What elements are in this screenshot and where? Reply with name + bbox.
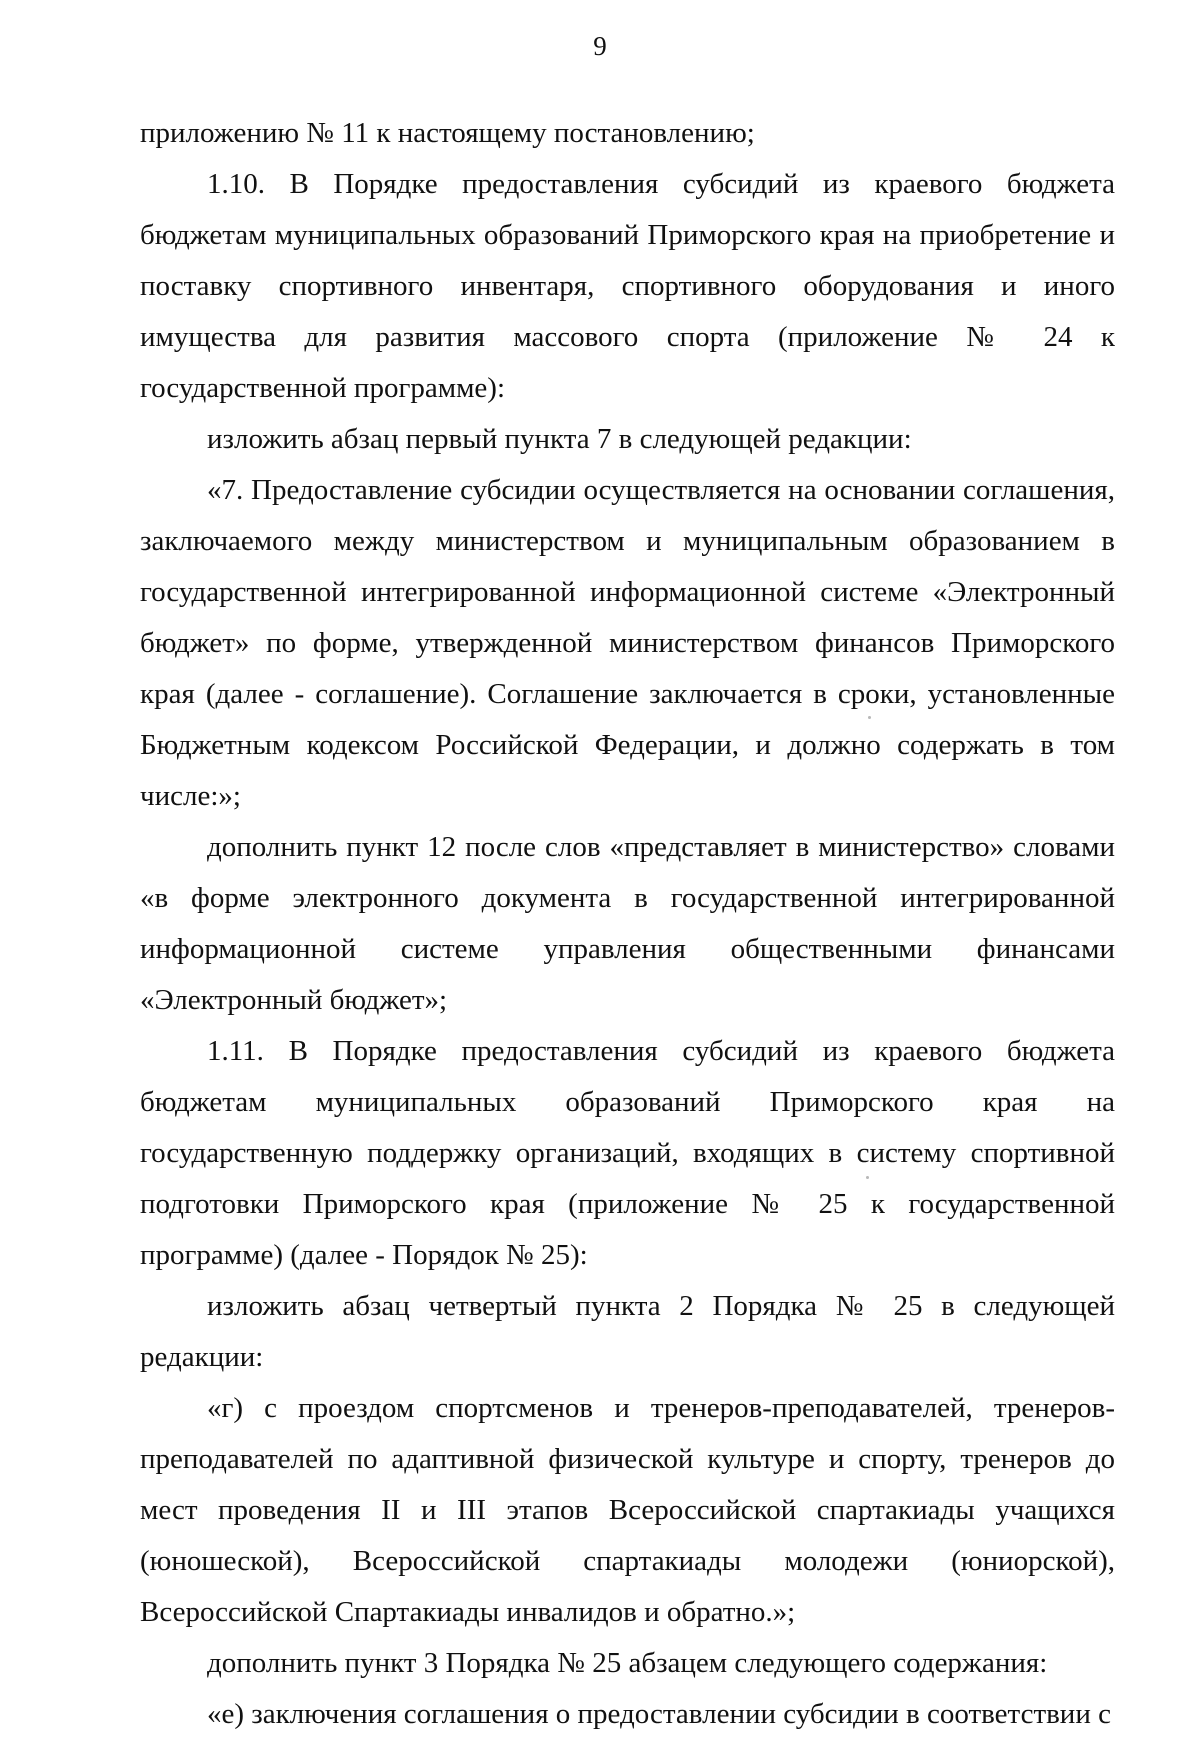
document-body: [140, 108, 1115, 1740]
paragraph-4: «7. Предоставление субсидии осуществляется на основании соглашения, заключаемого между министерством и муниципальным образованием в государственной интегрированной информационной системе «Электронный бюджет» по форме, утвержденной министерством финансов Приморского края (далее - соглашение). Соглашение заключается в сроки, установленные Бюджетным кодексом Российской Федерации, и должно содержать в том числе:»;: [140, 474, 1115, 812]
paragraph-6: 1.11. В Порядке предоставления субсидий из краевого бюджета бюджетам муниципальных образований Приморского края на государственную поддержку организаций, входящих в систему спортивной подготовки Приморского края (приложение № 25 к государственной программе) (далее - Порядок № 25):: [140, 1035, 1115, 1271]
paragraph-3: изложить абзац первый пункта 7 в следующей редакции:: [207, 423, 912, 455]
paragraph-9: дополнить пункт 3 Порядка № 25 абзацем следующего содержания:: [207, 1647, 1048, 1679]
paragraph-1: приложению № 11 к настоящему постановлению;: [140, 117, 755, 149]
paragraph-8: «г) с проездом спортсменов и тренеров-преподавателей, тренеров-преподавателей по адаптивной физической культуре и спорту, тренеров до мест проведения II и III этапов Всероссийской спартакиады учащихся (юношеской), Всероссийской спартакиады молодежи (юниорской), Всероссийской Спартакиады инвалидов и обратно.»;: [140, 1392, 1115, 1628]
paragraph-10: «е) заключения соглашения о предоставлении субсидии в соответствии с: [207, 1698, 1111, 1730]
page-number: 9: [593, 31, 607, 61]
scan-speck: [868, 716, 871, 719]
paragraph-5: дополнить пункт 12 после слов «представляет в министерство» словами «в форме электронного документа в государственной интегрированной информационной системе управления общественными финансами «Электронный бюджет»;: [140, 831, 1115, 1016]
paragraph-2: 1.10. В Порядке предоставления субсидий из краевого бюджета бюджетам муниципальных образований Приморского края на приобретение и поставку спортивного инвентаря, спортивного оборудования и иного имущества для развития массового спорта (приложение № 24 к государственной программе):: [140, 168, 1115, 404]
paragraph-7: изложить абзац четвертый пункта 2 Порядка № 25 в следующей редакции:: [140, 1290, 1115, 1373]
scan-speck: [866, 1176, 869, 1179]
